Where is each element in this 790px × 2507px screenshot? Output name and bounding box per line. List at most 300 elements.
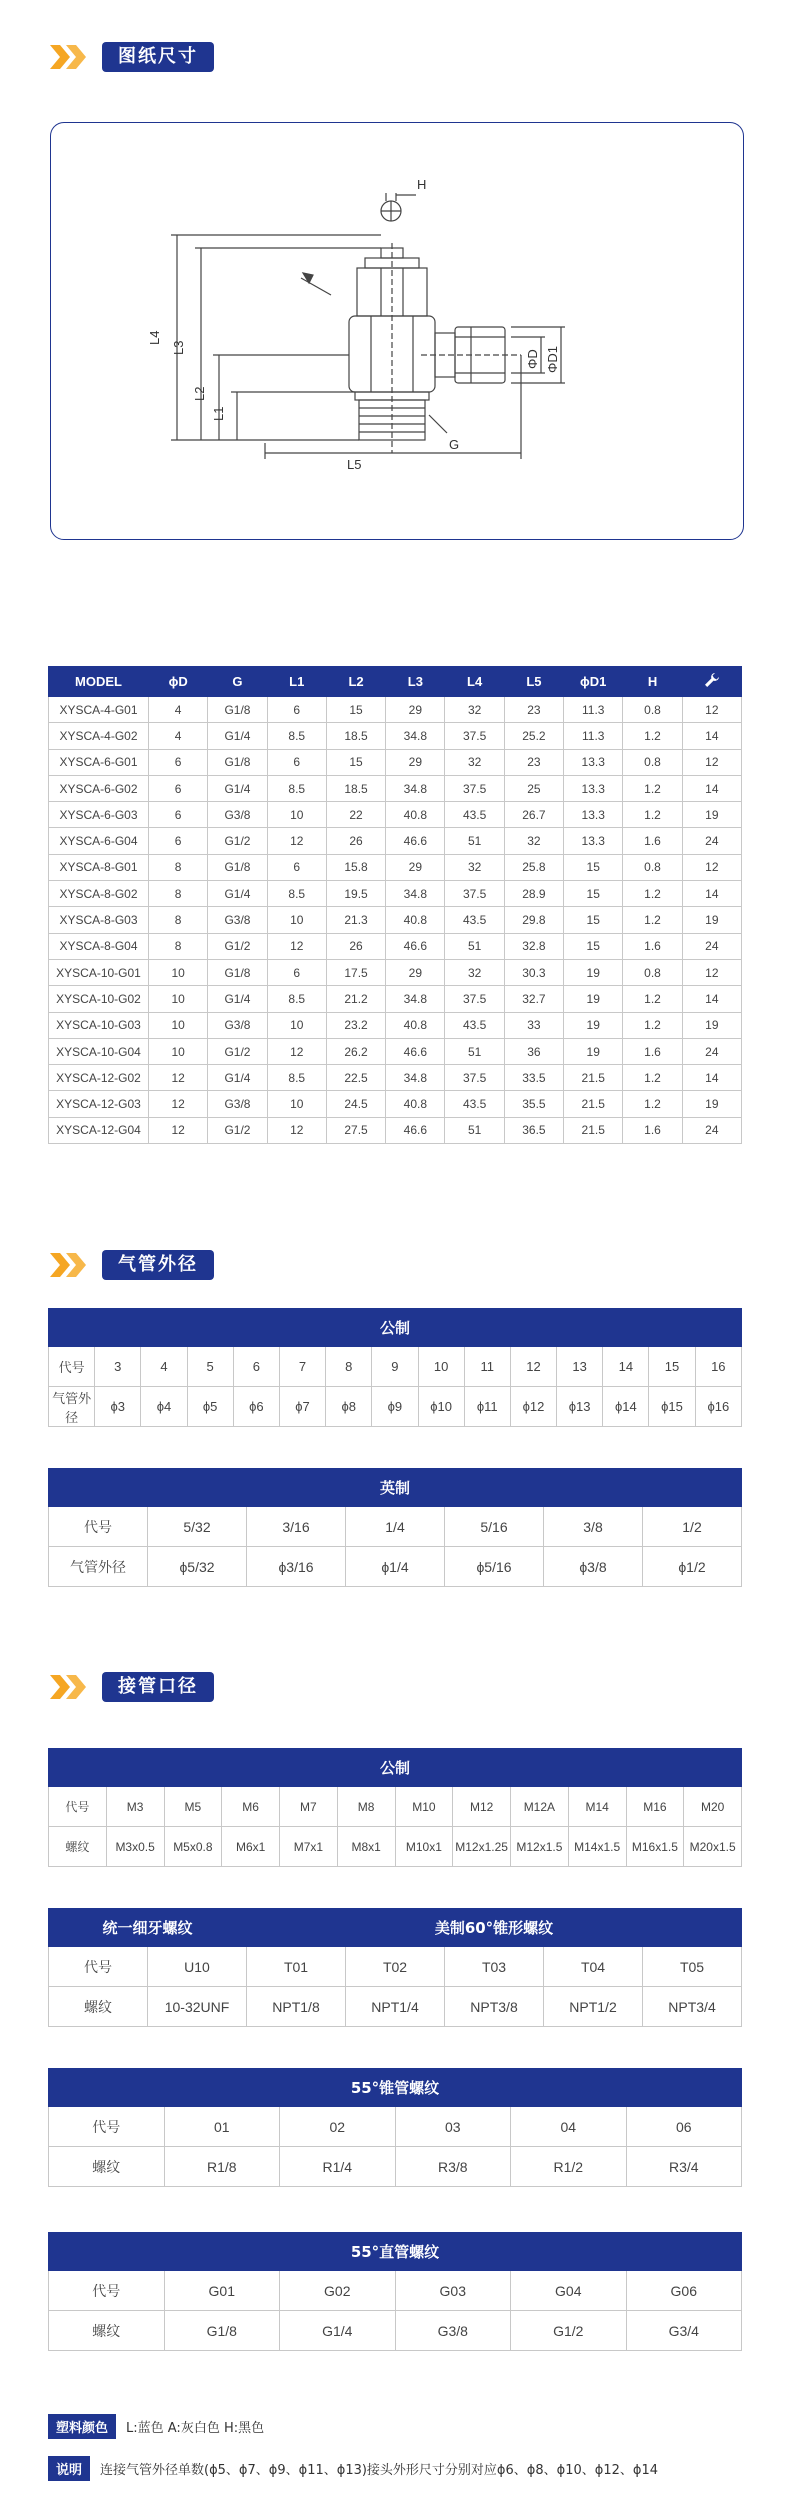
table-cell: 15 [326,697,385,723]
table-cell: 1.2 [623,1091,682,1117]
code-cell: M5 [164,1787,222,1827]
color-text: L:蓝色 A:灰白色 H:黑色 [126,2421,265,2436]
port-r-table [48,2068,742,2187]
color-tag: 塑料颜色 [48,2414,116,2439]
table-cell: 12 [267,828,326,854]
row-label: 代号 [49,1507,148,1547]
code-cell: 8 [326,1347,372,1387]
table-row [49,1117,742,1143]
table-cell: G1/4 [208,723,267,749]
value-cell: ϕ15 [649,1387,695,1427]
table-row [49,854,742,880]
value-cell: M16x1.5 [626,1827,684,1867]
table-row [49,1012,742,1038]
table-cell: 24 [682,828,741,854]
value-cell: ϕ7 [279,1387,325,1427]
value-cell: M3x0.5 [106,1827,164,1867]
value-cell: R1/2 [511,2147,627,2187]
table-cell: XYSCA-6-G04 [49,828,149,854]
table-cell: 19 [682,907,741,933]
row-label: 代号 [49,1947,148,1987]
table-cell: G1/8 [208,959,267,985]
table-cell: 1.6 [623,828,682,854]
table-cell: 4 [149,697,208,723]
table-cell: 26 [326,933,385,959]
table-cell: 19 [564,1038,623,1064]
table-cell: 12 [149,1117,208,1143]
table-cell: 14 [682,986,741,1012]
table-cell: 6 [267,854,326,880]
table-row [49,802,742,828]
code-cell: G06 [626,2271,742,2311]
table-cell: 32 [445,697,504,723]
label-g: G [449,437,460,452]
section-header-tube [50,1250,214,1280]
code-cell: M20 [684,1787,742,1827]
table-cell: 12 [682,959,741,985]
table-cell: 15 [564,933,623,959]
code-cell: M8 [337,1787,395,1827]
table-cell: G1/4 [208,986,267,1012]
value-cell: ϕ5 [187,1387,233,1427]
table-cell: 43.5 [445,802,504,828]
table-cell: 1.2 [623,986,682,1012]
col-l4: L4 [445,667,504,697]
table-cell: 26 [326,828,385,854]
table-cell: XYSCA-12-G02 [49,1065,149,1091]
table-cell: G3/8 [208,1012,267,1038]
table-cell: 18.5 [326,723,385,749]
table-cell: XYSCA-12-G03 [49,1091,149,1117]
wrench-icon [682,667,741,697]
table-cell: 1.2 [623,723,682,749]
chevron-arrows-icon [50,42,94,72]
value-cell: G3/8 [395,2311,511,2351]
table-row [49,749,742,775]
table-cell: 40.8 [386,802,445,828]
table-cell: 21.5 [564,1091,623,1117]
code-cell: 5/32 [148,1507,247,1547]
code-cell: G02 [280,2271,396,2311]
value-cell: M12x1.5 [511,1827,569,1867]
code-cell: 06 [626,2107,742,2147]
row-label: 代号 [49,2271,165,2311]
value-cell: ϕ5/16 [445,1547,544,1587]
table-caption: 55°锥管螺纹 [49,2069,742,2107]
table-row [49,986,742,1012]
code-cell: T02 [346,1947,445,1987]
col-l1: L1 [267,667,326,697]
table-cell: 37.5 [445,986,504,1012]
table-cell: 6 [267,959,326,985]
row-label: 代号 [49,1347,95,1387]
value-row [49,1387,742,1427]
table-cell: 14 [682,775,741,801]
table-cell: 34.8 [386,723,445,749]
table-cell: 43.5 [445,1012,504,1038]
table-cell: 15 [564,907,623,933]
table-cell: 8 [149,907,208,933]
value-cell: ϕ1/2 [643,1547,742,1587]
label-l4: L4 [147,330,162,345]
table-cell: 32 [445,959,504,985]
code-cell: M10 [395,1787,453,1827]
value-cell: NPT1/4 [346,1987,445,2027]
section-title: 接管口径 [102,1672,214,1702]
col-l2: L2 [326,667,385,697]
value-cell: 10-32UNF [148,1987,247,2027]
row-label: 螺纹 [49,2147,165,2187]
code-cell: 13 [557,1347,603,1387]
technical-drawing [50,122,744,540]
value-cell: M12x1.25 [453,1827,511,1867]
table-cell: XYSCA-10-G01 [49,959,149,985]
table-cell: 24 [682,1117,741,1143]
table-cell: 12 [149,1065,208,1091]
table-cell: 8.5 [267,986,326,1012]
row-label: 螺纹 [49,1827,107,1867]
table-cell: 19 [682,802,741,828]
table-cell: 37.5 [445,1065,504,1091]
table-cell: 12 [267,1038,326,1064]
table-cell: 51 [445,828,504,854]
code-cell: M6 [222,1787,280,1827]
table-cell: 37.5 [445,723,504,749]
table-cell: XYSCA-10-G03 [49,1012,149,1038]
table-cell: 10 [149,959,208,985]
value-cell: NPT1/8 [247,1987,346,2027]
table-cell: 10 [149,986,208,1012]
value-cell: R3/4 [626,2147,742,2187]
value-cell: ϕ6 [233,1387,279,1427]
code-cell: M7 [280,1787,338,1827]
table-cell: 19 [564,1012,623,1038]
label-l1: L1 [211,406,226,421]
section-title: 气管外径 [102,1250,214,1280]
value-cell: R1/4 [280,2147,396,2187]
col-d: ϕD [149,667,208,697]
value-cell: G3/4 [626,2311,742,2351]
table-cell: XYSCA-6-G03 [49,802,149,828]
row-label: 代号 [49,1787,107,1827]
col-l3: L3 [386,667,445,697]
table-cell: G1/4 [208,1065,267,1091]
table-cell: 36.5 [504,1117,563,1143]
table-cell: 51 [445,1038,504,1064]
code-cell: 6 [233,1347,279,1387]
table-cell: 43.5 [445,907,504,933]
table-cell: 11.3 [564,723,623,749]
table-cell: 8.5 [267,881,326,907]
spec-body [49,697,742,1144]
code-row [49,1347,742,1387]
value-cell: M5x0.8 [164,1827,222,1867]
section-title: 图纸尺寸 [102,42,214,72]
table-cell: 19 [682,1091,741,1117]
value-row [49,1987,742,2027]
table-cell: 34.8 [386,1065,445,1091]
table-cell: 13.3 [564,775,623,801]
table-cell: 46.6 [386,1038,445,1064]
table-cell: 14 [682,1065,741,1091]
table-cell: 19.5 [326,881,385,907]
table-cell: G1/4 [208,881,267,907]
code-cell: T05 [643,1947,742,1987]
table-cell: 32 [504,828,563,854]
label-d: ΦD [525,349,540,369]
value-cell: M7x1 [280,1827,338,1867]
table-cell: 1.6 [623,933,682,959]
row-label: 螺纹 [49,1987,148,2027]
code-cell: T03 [445,1947,544,1987]
table-cell: G3/8 [208,802,267,828]
note-tag: 说明 [48,2456,90,2481]
label-h: H [417,177,427,192]
code-cell: 3/16 [247,1507,346,1547]
table-cell: 0.8 [623,854,682,880]
value-row [49,1827,742,1867]
table-cell: G1/8 [208,854,267,880]
table-cell: 33.5 [504,1065,563,1091]
value-cell: ϕ3/16 [247,1547,346,1587]
table-cell: 25.2 [504,723,563,749]
value-cell: M10x1 [395,1827,453,1867]
code-row [49,1787,742,1827]
table-cell: 15 [564,854,623,880]
col-l5: L5 [504,667,563,697]
value-cell: ϕ5/32 [148,1547,247,1587]
code-cell: 12 [510,1347,556,1387]
value-cell: ϕ14 [603,1387,649,1427]
table-cell: XYSCA-8-G04 [49,933,149,959]
note-text: 连接气管外径单数(ϕ5、ϕ7、ϕ9、ϕ11、ϕ13)接头外形尺寸分别对应ϕ6、ϕ8、ϕ10、ϕ12、ϕ14 [100,2463,658,2478]
table-cell: 21.2 [326,986,385,1012]
chevron-arrows-icon [50,1250,94,1280]
table-cell: 14 [682,881,741,907]
value-cell: ϕ9 [372,1387,418,1427]
table-cell: G1/2 [208,828,267,854]
table-cell: 10 [267,1012,326,1038]
table-cell: 43.5 [445,1091,504,1117]
table-cell: 40.8 [386,907,445,933]
code-cell: 01 [164,2107,280,2147]
code-cell: 03 [395,2107,511,2147]
table-caption-right: 美制60°锥形螺纹 [247,1909,742,1947]
table-cell: 40.8 [386,1012,445,1038]
code-row [49,2107,742,2147]
table-cell: 32.8 [504,933,563,959]
value-cell: ϕ4 [141,1387,187,1427]
table-cell: 15 [564,881,623,907]
code-cell: 3/8 [544,1507,643,1547]
value-cell: M8x1 [337,1827,395,1867]
table-cell: 0.8 [623,959,682,985]
code-cell: M12 [453,1787,511,1827]
label-d1: ΦD1 [545,346,560,373]
table-cell: G3/8 [208,907,267,933]
table-cell: G3/8 [208,1091,267,1117]
table-cell: 12 [149,1091,208,1117]
table-cell: 6 [149,775,208,801]
table-cell: XYSCA-10-G02 [49,986,149,1012]
table-caption: 公制 [49,1749,742,1787]
table-cell: 25 [504,775,563,801]
value-cell: M6x1 [222,1827,280,1867]
table-cell: XYSCA-8-G02 [49,881,149,907]
table-cell: 13.3 [564,749,623,775]
table-cell: 37.5 [445,775,504,801]
table-cell: 11.3 [564,697,623,723]
value-row [49,2147,742,2187]
description-note [48,2456,658,2481]
table-row [49,1065,742,1091]
table-caption-left: 统一细牙螺纹 [49,1909,247,1947]
table-cell: 40.8 [386,1091,445,1117]
code-cell: 16 [695,1347,741,1387]
table-cell: 51 [445,933,504,959]
table-cell: 1.2 [623,907,682,933]
port-g-table [48,2232,742,2351]
code-cell: M3 [106,1787,164,1827]
table-cell: 13.3 [564,802,623,828]
value-cell: ϕ13 [557,1387,603,1427]
table-caption: 英制 [49,1469,742,1507]
table-cell: 6 [149,828,208,854]
table-cell: 19 [564,986,623,1012]
col-g: G [208,667,267,697]
value-cell: ϕ11 [464,1387,510,1427]
code-cell: 1/2 [643,1507,742,1547]
table-cell: 1.2 [623,1065,682,1091]
table-cell: 18.5 [326,775,385,801]
table-cell: 8 [149,881,208,907]
code-cell: 9 [372,1347,418,1387]
table-cell: 1.2 [623,775,682,801]
table-cell: 21.5 [564,1065,623,1091]
table-cell: 24 [682,933,741,959]
table-cell: 12 [682,697,741,723]
table-cell: 29 [386,749,445,775]
table-cell: 29.8 [504,907,563,933]
table-cell: 24 [682,1038,741,1064]
col-model: MODEL [49,667,149,697]
value-cell: NPT3/4 [643,1987,742,2027]
table-cell: G1/2 [208,1038,267,1064]
table-cell: 4 [149,723,208,749]
table-cell: 30.3 [504,959,563,985]
table-cell: G1/8 [208,749,267,775]
table-cell: 27.5 [326,1117,385,1143]
table-cell: 6 [267,749,326,775]
table-row [49,1038,742,1064]
code-cell: 3 [95,1347,141,1387]
spec-header-row [49,667,742,697]
table-cell: XYSCA-8-G01 [49,854,149,880]
label-l5: L5 [347,457,362,472]
table-caption: 公制 [49,1309,742,1347]
table-cell: 1.2 [623,881,682,907]
table-cell: 8.5 [267,1065,326,1091]
code-cell: G03 [395,2271,511,2311]
table-cell: 36 [504,1038,563,1064]
table-cell: 22 [326,802,385,828]
value-cell: G1/8 [164,2311,280,2351]
value-row [49,1547,742,1587]
table-cell: 23 [504,749,563,775]
value-cell: M14x1.5 [568,1827,626,1867]
code-cell: 04 [511,2107,627,2147]
value-cell: NPT1/2 [544,1987,643,2027]
table-cell: 10 [149,1012,208,1038]
table-cell: 12 [682,749,741,775]
table-cell: 6 [149,802,208,828]
table-cell: 23.2 [326,1012,385,1038]
row-label: 气管外径 [49,1387,95,1427]
fitting-drawing [51,123,745,541]
code-cell: M14 [568,1787,626,1827]
table-cell: 8.5 [267,775,326,801]
port-metric-table [48,1748,742,1867]
code-row [49,1947,742,1987]
table-cell: 14 [682,723,741,749]
table-cell: 34.8 [386,881,445,907]
code-cell: 14 [603,1347,649,1387]
table-cell: 29 [386,854,445,880]
table-cell: 19 [564,959,623,985]
value-cell: ϕ3 [95,1387,141,1427]
table-cell: 28.9 [504,881,563,907]
row-label: 气管外径 [49,1547,148,1587]
col-d1: ϕD1 [564,667,623,697]
table-cell: 32.7 [504,986,563,1012]
table-row [49,828,742,854]
table-cell: XYSCA-4-G02 [49,723,149,749]
table-cell: 37.5 [445,881,504,907]
label-l2: L2 [192,386,207,401]
table-cell: 34.8 [386,775,445,801]
table-cell: 17.5 [326,959,385,985]
value-cell: R3/8 [395,2147,511,2187]
table-cell: G1/4 [208,775,267,801]
table-cell: 0.8 [623,697,682,723]
value-cell: G1/4 [280,2311,396,2351]
table-cell: G1/8 [208,697,267,723]
table-cell: 10 [149,1038,208,1064]
code-cell: 10 [418,1347,464,1387]
table-cell: 32 [445,749,504,775]
value-row [49,2311,742,2351]
table-cell: 34.8 [386,986,445,1012]
value-cell: ϕ12 [510,1387,556,1427]
plastic-color-note [48,2414,264,2439]
value-cell: G1/2 [511,2311,627,2351]
table-cell: 29 [386,959,445,985]
table-cell: 8.5 [267,723,326,749]
value-cell: ϕ8 [326,1387,372,1427]
value-cell: NPT3/8 [445,1987,544,2027]
table-caption: 55°直管螺纹 [49,2233,742,2271]
code-cell: 5/16 [445,1507,544,1547]
table-cell: 23 [504,697,563,723]
table-cell: 8 [149,933,208,959]
value-cell: R1/8 [164,2147,280,2187]
table-cell: 33 [504,1012,563,1038]
table-cell: 1.2 [623,1012,682,1038]
table-cell: 8 [149,854,208,880]
table-cell: 13.3 [564,828,623,854]
table-row [49,933,742,959]
code-cell: 15 [649,1347,695,1387]
